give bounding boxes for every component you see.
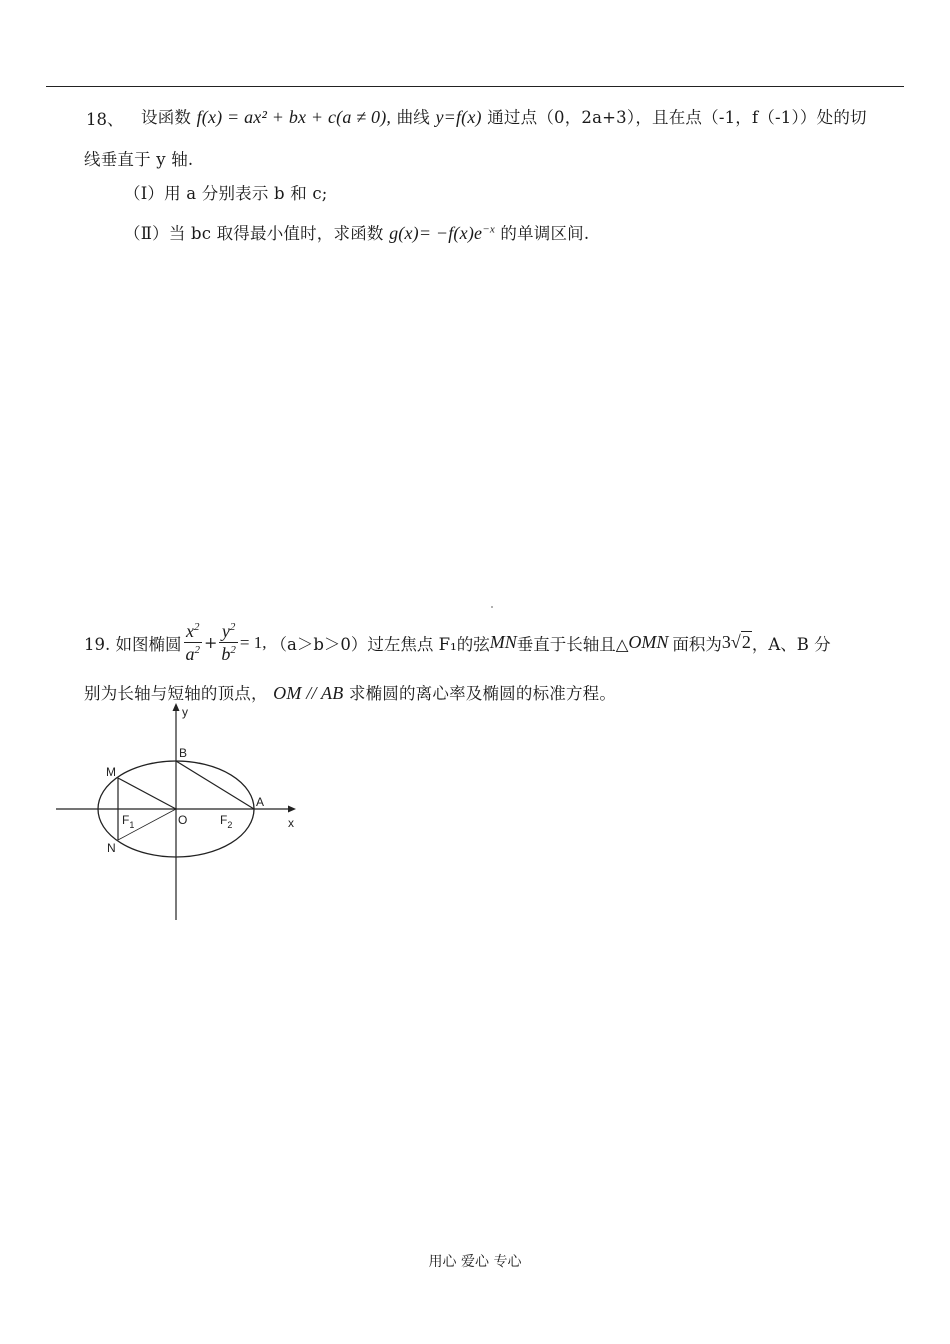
q18-text-b: 曲线 xyxy=(396,108,430,127)
label-f1-sub: 1 xyxy=(129,820,135,830)
segment-om xyxy=(118,778,176,809)
question-18-part-2 xyxy=(124,220,589,244)
q19-triangle-omn: OMN xyxy=(628,632,669,652)
q19-perpendicular-text: 垂直于长轴且△ xyxy=(516,634,629,654)
q19-frac1-num-exp: 2 xyxy=(194,621,200,633)
q19-plus: + xyxy=(204,633,218,652)
x-axis-arrow xyxy=(288,806,296,813)
q19-frac2-bar xyxy=(219,642,238,643)
question-18-line-2: 线垂直于 y 轴. xyxy=(84,150,194,169)
question-18-part-1: （Ⅰ）用 a 分别表示 b 和 c; xyxy=(124,184,328,203)
label-f2-letter: F xyxy=(220,813,228,827)
q19-fraction-x xyxy=(184,622,203,663)
q19-prefix: 19. 如图椭圆 xyxy=(84,634,182,654)
q19-parallel-relation: OM // AB xyxy=(273,683,344,703)
q19-frac1-den-exp: 2 xyxy=(194,644,200,656)
label-y: y xyxy=(182,705,188,719)
label-f1 xyxy=(122,813,134,830)
header-rule xyxy=(46,86,904,87)
q19-line2-text-a: 别为长轴与短轴的顶点， xyxy=(84,684,268,703)
q18-curve: y=f(x) xyxy=(435,107,482,127)
segment-ab xyxy=(176,761,254,809)
question-18-number: 18、 xyxy=(86,110,124,129)
q19-frac2-den-exp: 2 xyxy=(230,644,236,656)
q19-frac2-num-exp: 2 xyxy=(229,621,236,633)
q19-line2-text-b: 求椭圆的离心率及椭圆的标准方程。 xyxy=(348,684,617,703)
q18-text-c: 通过点（0，2a+3），且在点（-1，f（-1））处的切 xyxy=(487,108,867,127)
q19-condition: （a＞b＞0）过左焦点 F₁的弦 xyxy=(270,634,490,654)
label-o: O xyxy=(178,813,188,827)
q19-frac2-num: y xyxy=(221,621,230,641)
y-axis-arrow xyxy=(173,703,180,711)
q18-fx-definition: f(x) = ax² + bx + c(a ≠ 0), xyxy=(196,107,392,127)
q19-area-value: 3√2 xyxy=(721,632,751,652)
q18-part2-text-a: （Ⅱ）当 bc 取得最小值时，求函数 xyxy=(124,224,384,243)
label-f2 xyxy=(220,813,232,830)
q19-area-text: 面积为 xyxy=(672,634,722,654)
label-m: M xyxy=(106,765,116,779)
q18-part2-text-b: 的单调区间. xyxy=(500,224,590,243)
label-a: A xyxy=(256,795,265,809)
q19-area-radicand: 2 xyxy=(741,632,751,652)
label-x: x xyxy=(288,816,294,830)
q19-frac2-den: b xyxy=(221,644,231,664)
page-footer: 用心 爱心 专心 xyxy=(428,1254,522,1270)
q19-tail: ，A、B 分 xyxy=(751,634,831,654)
label-f1-letter: F xyxy=(122,813,130,827)
q19-area-coef: 3 xyxy=(721,632,731,652)
question-19-line-1 xyxy=(84,622,831,663)
q19-frac1-bar xyxy=(184,642,203,643)
q18-gx-exponent: −x xyxy=(482,223,495,236)
q19-chord-mn: MN xyxy=(489,632,517,652)
q19-fraction-y xyxy=(219,622,238,663)
q18-text-a: 设函数 xyxy=(141,108,192,127)
label-f2-sub: 2 xyxy=(227,820,233,830)
q18-gx-function: g(x)= −f(x)e xyxy=(389,223,483,243)
ellipse-diagram xyxy=(52,700,312,925)
label-b: B xyxy=(179,746,188,760)
scan-speck xyxy=(491,606,493,608)
q19-equals-one: = 1, xyxy=(239,632,267,652)
q19-frac1-num: x xyxy=(186,621,194,641)
question-18-line-1 xyxy=(141,104,867,128)
label-n: N xyxy=(107,841,116,855)
q19-frac1-den: a xyxy=(185,644,195,664)
